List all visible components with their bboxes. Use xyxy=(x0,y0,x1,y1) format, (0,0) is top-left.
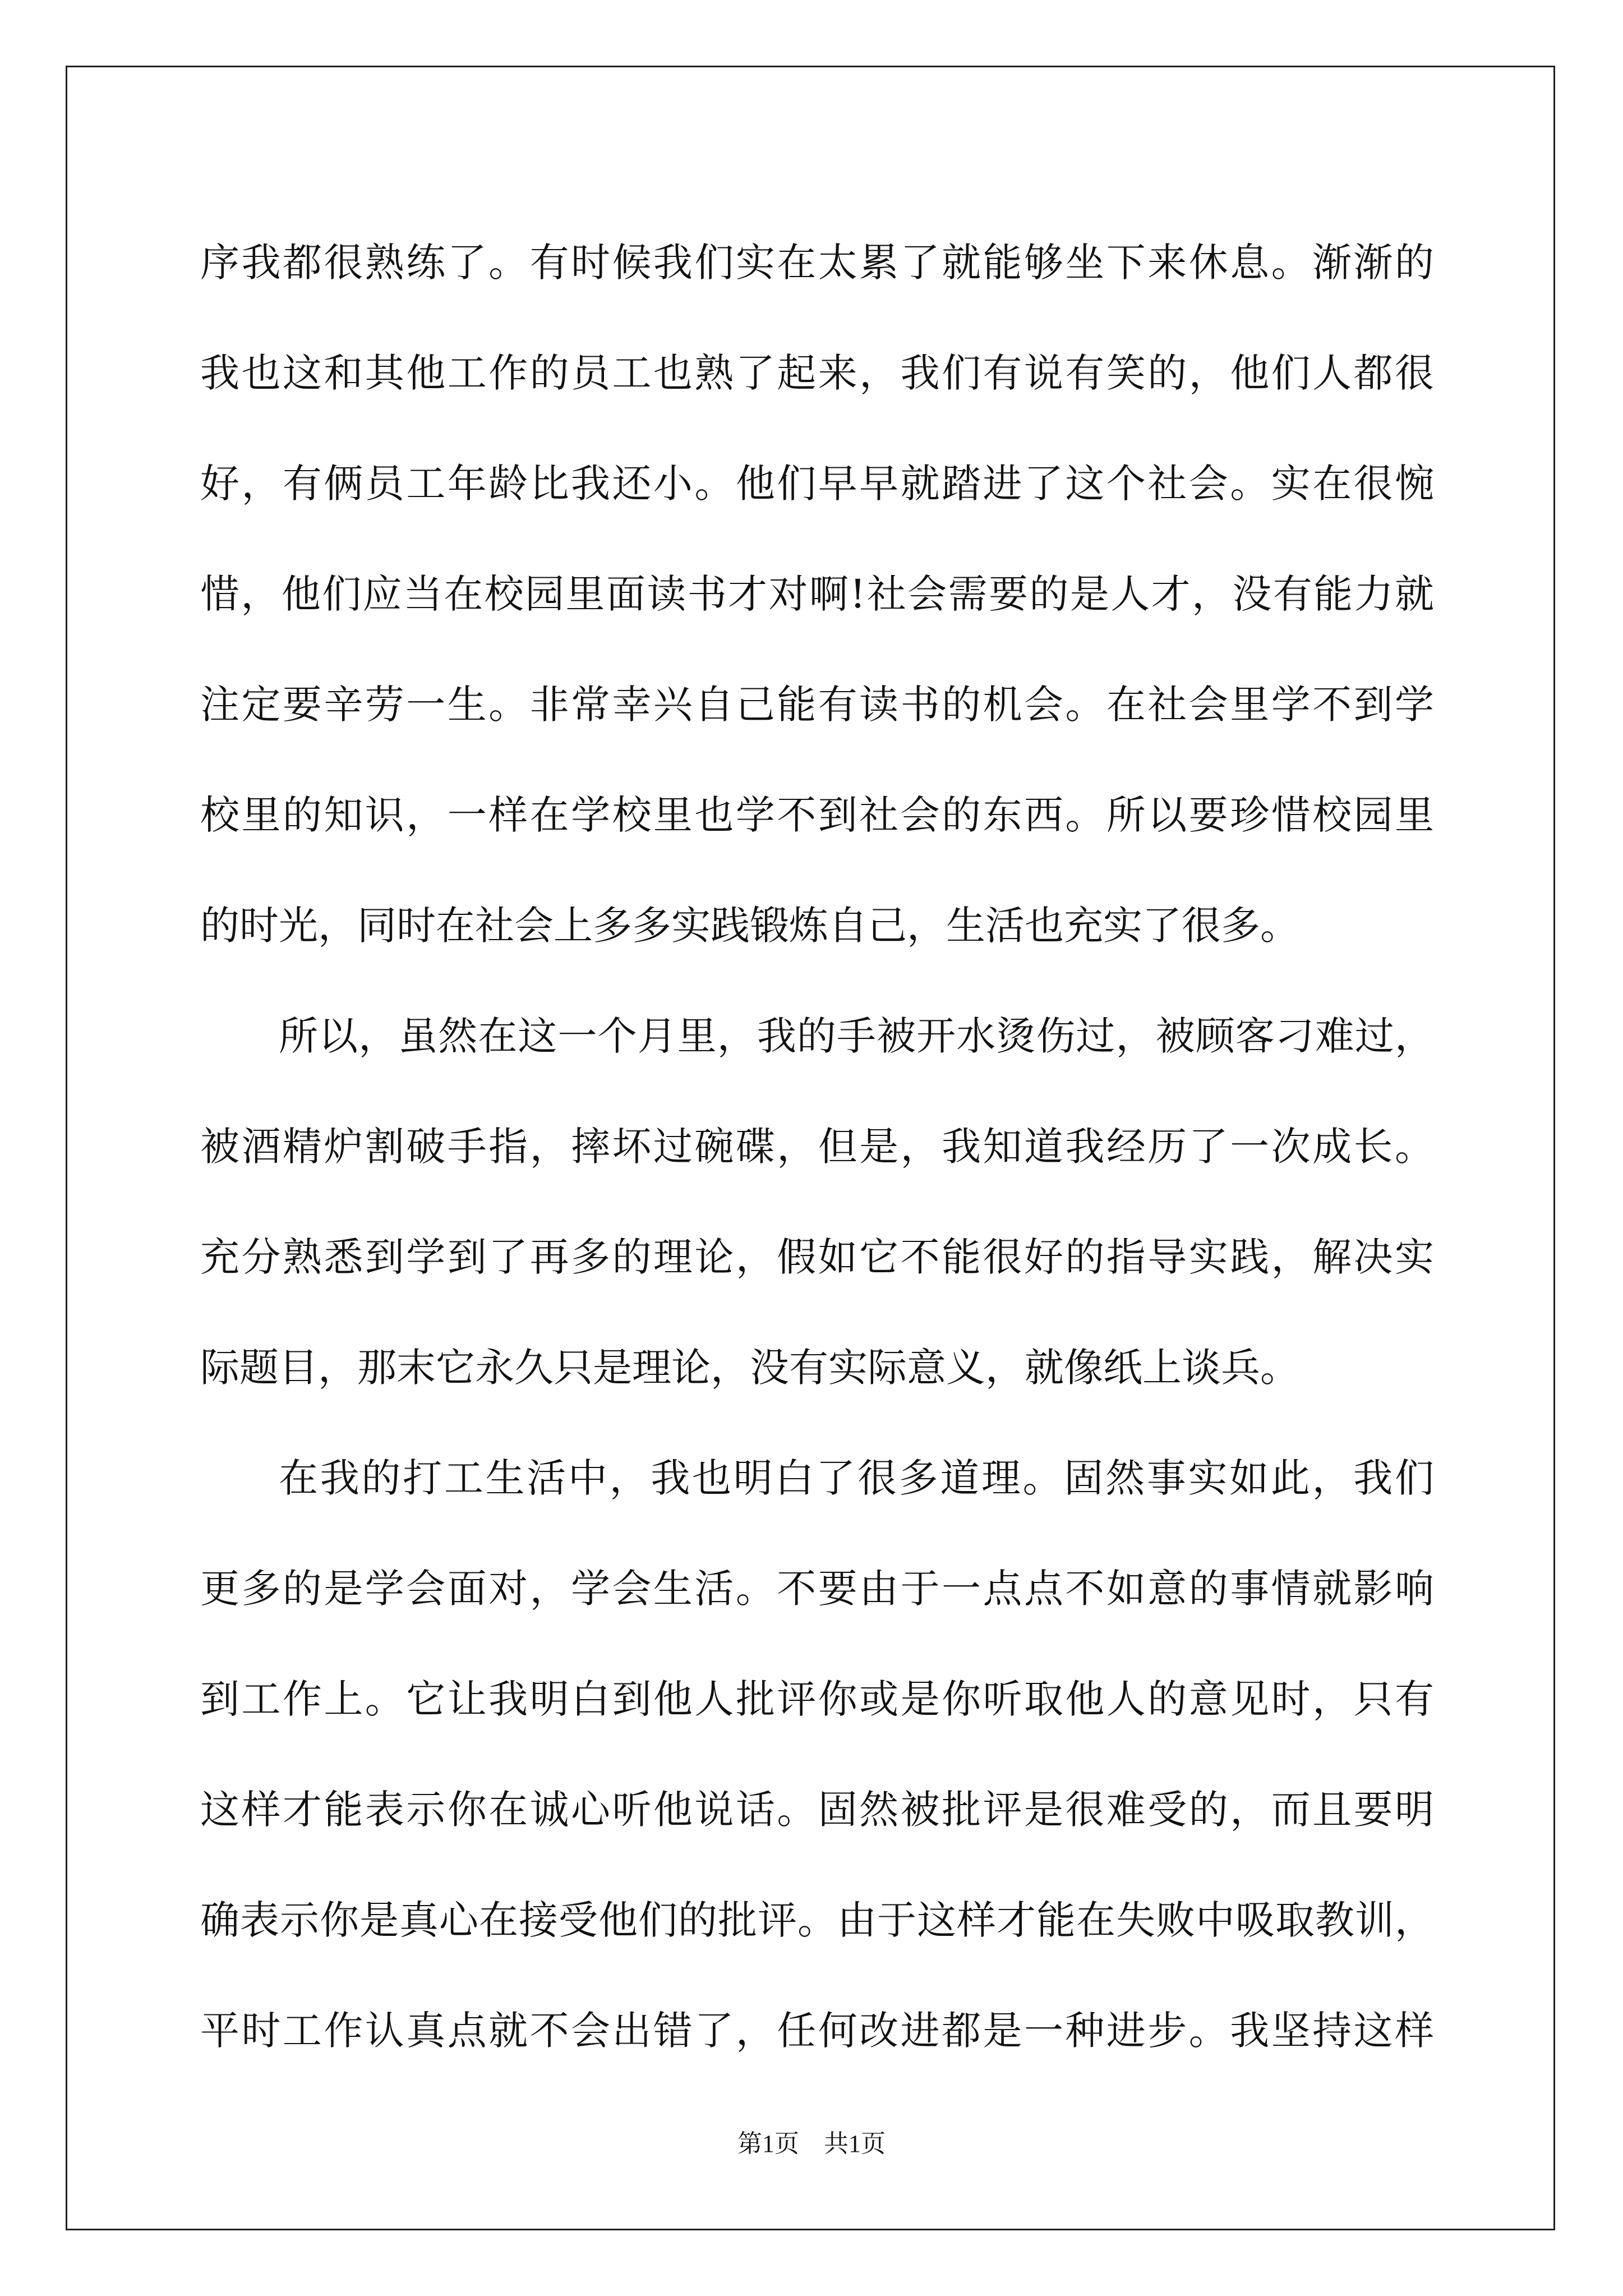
text-line: 被酒精炉割破手指，摔坏过碗碟，但是，我知道我经历了一次成长。 xyxy=(200,1124,1434,1170)
text-line: 充分熟悉到学到了再多的理论，假如它不能很好的指导实践，解决实 xyxy=(200,1234,1434,1280)
text-line-indented: 所以，虽然在这一个月里，我的手被开水烫伤过，被顾客刁难过， xyxy=(279,1013,1434,1059)
text-line: 际题目，那末它永久只是理论，没有实际意义，就像纸上谈兵。 xyxy=(200,1345,1299,1391)
page-footer xyxy=(0,2127,1623,2161)
text-line-indented: 在我的打工生活中，我也明白了很多道理。固然事实如此，我们 xyxy=(279,1455,1434,1501)
text-line: 好，有俩员工年龄比我还小。他们早早就踏进了这个社会。实在很惋 xyxy=(200,461,1434,507)
text-line: 惜，他们应当在校园里面读书才对啊!社会需要的是人才，没有能力就 xyxy=(200,571,1434,617)
text-line: 的时光，同时在社会上多多实践锻炼自己，生活也充实了很多。 xyxy=(200,903,1299,949)
text-line: 确表示你是真心在接受他们的批评。由于这样才能在失败中吸取教训， xyxy=(200,1897,1434,1943)
text-line: 注定要辛劳一生。非常幸兴自己能有读书的机会。在社会里学不到学 xyxy=(200,682,1434,728)
text-line: 平时工作认真点就不会出错了，任何改进都是一种进步。我坚持这样 xyxy=(200,2008,1434,2054)
text-line: 序我都很熟练了。有时候我们实在太累了就能够坐下来休息。渐渐的 xyxy=(200,240,1434,286)
text-line: 到工作上。它让我明白到他人批评你或是你听取他人的意见时，只有 xyxy=(200,1676,1434,1722)
text-line: 更多的是学会面对，学会生活。不要由于一点点不如意的事情就影响 xyxy=(200,1566,1434,1612)
text-line: 校里的知识，一样在学校里也学不到社会的东西。所以要珍惜校园里 xyxy=(200,792,1434,838)
text-line: 我也这和其他工作的员工也熟了起来，我们有说有笑的，他们人都很 xyxy=(200,350,1434,396)
text-line: 这样才能表示你在诚心听他说话。固然被批评是很难受的，而且要明 xyxy=(200,1787,1434,1833)
page-number-label: 第1页 共1页 xyxy=(737,2130,886,2157)
document-body xyxy=(200,208,1434,2086)
